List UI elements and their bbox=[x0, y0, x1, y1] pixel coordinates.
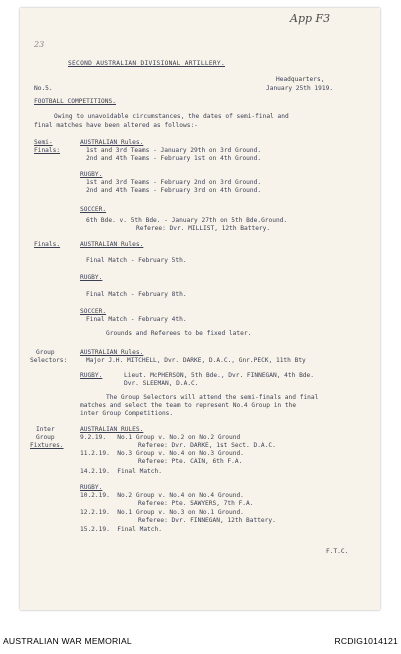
semi-aus-line-2: 2nd and 4th Teams - February 1st on 4th Ground. bbox=[86, 155, 262, 162]
header-location: Headquarters, bbox=[276, 76, 325, 83]
semi-soccer-heading: SOCCER. bbox=[80, 206, 107, 213]
finals-soccer-match: Final Match - February 4th. bbox=[86, 316, 187, 323]
margin-label-fixtures: Fixtures. bbox=[30, 442, 64, 449]
inter-aus-referee-2: Referee: Pte. CAIN, 6th F.A. bbox=[138, 458, 243, 465]
margin-label-finals: Finals: bbox=[34, 147, 61, 154]
document-page bbox=[20, 8, 380, 610]
selectors-aus-heading: AUSTRALIAN Rules. bbox=[80, 349, 144, 356]
footer-record-id: RCDIG1014121 bbox=[334, 636, 398, 646]
semi-aus-line-1: 1st and 3rd Teams - January 29th on 3rd Ground. bbox=[86, 147, 262, 154]
semi-soccer-line-1: 6th Bde. v. 5th Bde. - January 27th on 5th Bde.Ground. bbox=[86, 217, 288, 224]
selectors-note-1: The Group Selectors will attend the semi-finals and final bbox=[106, 394, 319, 401]
inter-rugby-fixture-1: 10.2.19. No.2 Group v. No.4 on No.4 Ground. bbox=[80, 492, 244, 499]
margin-label-finals-section: Finals. bbox=[34, 241, 61, 248]
section-heading: FOOTBALL COMPETITIONS. bbox=[34, 98, 116, 105]
selectors-rugby-line-2: Dvr. SLEEMAN, D.A.C. bbox=[124, 380, 199, 387]
inter-aus-referee-1: Referee: Dvr. DARKE, 1st Sect. D.A.C. bbox=[138, 442, 276, 449]
inter-aus-heading: AUSTRALIAN RULES. bbox=[80, 426, 144, 433]
finals-aus-heading: AUSTRALIAN Rules. bbox=[80, 241, 144, 248]
selectors-note-2: matches and select the team to represent No.4 Group in the bbox=[80, 402, 297, 409]
semi-soccer-line-2: Referee: Dvr. MILLIST, 12th Battery. bbox=[136, 225, 271, 232]
margin-label-selectors: Selectors: bbox=[30, 357, 68, 364]
inter-aus-final: 14.2.19. Final Match. bbox=[80, 468, 162, 475]
selectors-rugby-line-1: Lieut. McPHERSON, 5th Bde., Dvr. FINNEGAN, 4th Bde. bbox=[124, 372, 314, 379]
intro-line-2: final matches have been altered as follows:- bbox=[34, 122, 198, 129]
inter-rugby-fixture-2: 12.2.19. No.1 Group v. No.3 on No.1 Ground. bbox=[80, 509, 244, 516]
archive-annotation: App F3 bbox=[290, 12, 331, 25]
finals-rugby-heading: RUGBY. bbox=[80, 274, 103, 281]
selectors-aus-line: Major J.H. MITCHELL, Dvr. DARKE, D.A.C., Gnr.PECK, 11th Bty bbox=[86, 357, 306, 364]
signature-initials: F.T.C. bbox=[326, 548, 349, 555]
margin-label-inter: Inter bbox=[36, 426, 55, 433]
margin-label-group-2: Group bbox=[36, 434, 55, 441]
header-number: No.5. bbox=[34, 85, 53, 92]
grounds-note: Grounds and Referees to be fixed later. bbox=[106, 330, 252, 337]
margin-label-semi: Semi- bbox=[34, 139, 53, 146]
inter-rugby-referee-2: Referee: Dvr. FINNEGAN, 12th Battery. bbox=[138, 517, 276, 524]
inter-rugby-heading: RUGBY. bbox=[80, 484, 103, 491]
finals-soccer-heading: SOCCER. bbox=[80, 308, 107, 315]
inter-aus-fixture-2: 11.2.19. No.3 Group v. No.4 on No.3 Ground. bbox=[80, 450, 244, 457]
selectors-rugby-heading: RUGBY. bbox=[80, 372, 103, 379]
inter-rugby-final: 15.2.19. Final Match. bbox=[80, 526, 162, 533]
finals-rugby-match: Final Match - February 8th. bbox=[86, 291, 187, 298]
intro-line-1: Owing to unavoidable circumstances, the dates of semi-final and bbox=[54, 113, 289, 120]
inter-aus-fixture-1: 9.2.19. No.1 Group v. No.2 on No.2 Ground bbox=[80, 434, 241, 441]
semi-rugby-line-1: 1st and 3rd Teams - February 2nd on 3rd Ground. bbox=[86, 179, 262, 186]
selectors-note-3: inter Group Competitions. bbox=[80, 410, 174, 417]
footer-institution: AUSTRALIAN WAR MEMORIAL bbox=[3, 636, 132, 646]
header-date: January 25th 1919. bbox=[266, 85, 334, 92]
finals-aus-match: Final Match - February 5th. bbox=[86, 257, 187, 264]
semi-aus-heading: AUSTRALIAN Rules. bbox=[80, 139, 144, 146]
margin-label-group: Group bbox=[36, 349, 55, 356]
semi-rugby-heading: RUGBY. bbox=[80, 171, 103, 178]
semi-rugby-line-2: 2nd and 4th Teams - February 3rd on 4th Ground. bbox=[86, 187, 262, 194]
document-title: SECOND AUSTRALIAN DIVISIONAL ARTILLERY. bbox=[68, 60, 225, 67]
inter-rugby-referee-1: Referee: Pte. SAWYERS, 7th F.A. bbox=[138, 500, 254, 507]
folio-number: 23 bbox=[34, 40, 45, 49]
